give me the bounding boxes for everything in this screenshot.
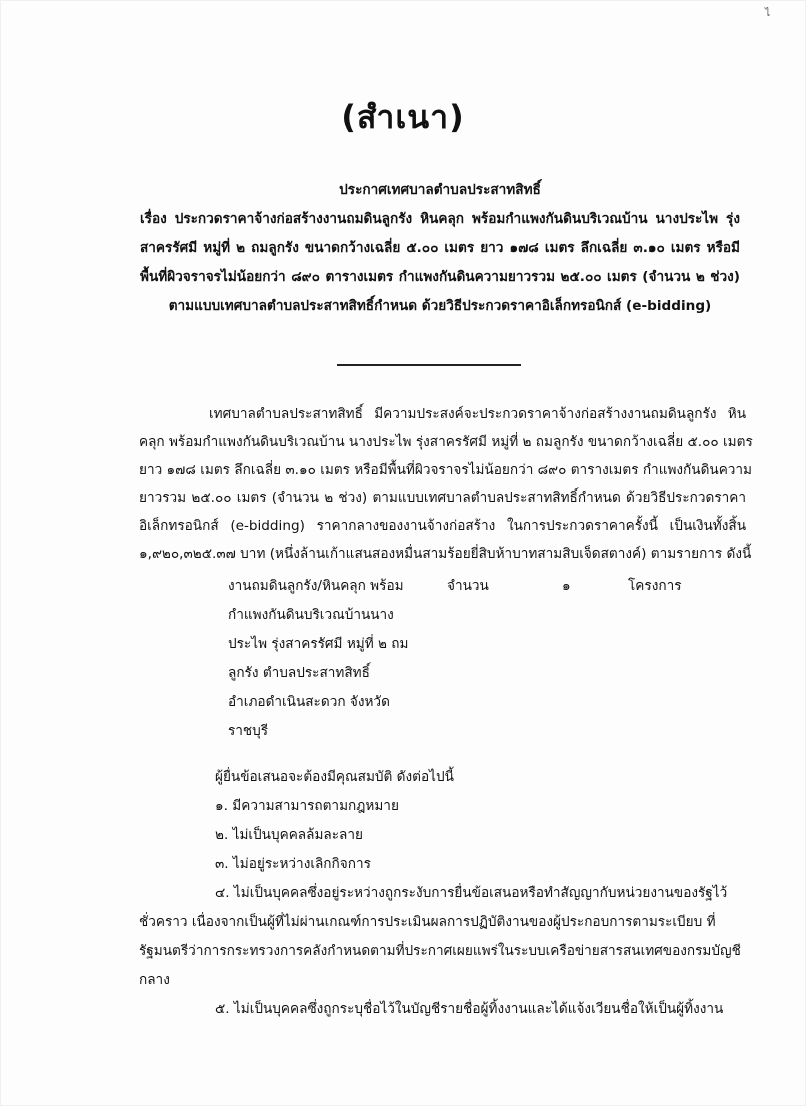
qualification-item-cont: ชั่วคราว เนื่องจากเป็นผู้ที่ไม่ผ่านเกณฑ์การประเมินผลการปฏิบัติงานของผู้ประกอบการตามระเบียบ ที่ <box>139 914 716 930</box>
body-line: ยาว ๑๗๘ เมตร ลึกเฉลี่ย ๓.๑๐ เมตร หรือมีพื้นที่ผิวจราจรไม่น้อยกว่า ๘๙๐ ตารางเมตร กำแพงกันดินความ <box>139 462 753 478</box>
subject-line: พื้นที่ผิวจราจรไม่น้อยกว่า ๘๙๐ ตารางเมตร กำแพงกันดินความยาวรวม ๒๕.๐๐ เมตร (จำนวน ๒ ช่วง) <box>140 269 740 285</box>
item-desc-line: กำแพงกันดินบริเวณบ้านนาง <box>228 607 394 623</box>
body-line: อิเล็กทรอนิกส์ (e-bidding) ราคากลางของงานจ้างก่อสร้าง ในการประกวดราคาครั้งนี้ เป็นเงินทั้งสิ้น <box>139 518 746 534</box>
announcement-header <box>140 176 740 321</box>
qualification-item-cont: รัฐมนตรีว่าการกระทรวงการคลังกำหนดตามที่ประกาศเผยแพร่ในระบบเครือข่ายสารสนเทศของกรมบัญชี <box>139 943 741 959</box>
body-line: ๑,๙๒๐,๓๒๕.๓๗ บาท (หนึ่งล้านเก้าแสนสองหมื่นสามร้อยยี่สิบห้าบาทสามสิบเจ็ดสตางค์) ตามรายการ ดังนี้ <box>139 546 752 562</box>
subject-line: ตามแบบเทศบาลตำบลประสาทสิทธิ์กำหนด ด้วยวิธีประกวดราคาอิเล็กทรอนิกส์ (e-bidding) <box>168 298 712 314</box>
announcement-org: ประกาศเทศบาลตำบลประสาทสิทธิ์ <box>339 182 541 198</box>
divider-rule <box>337 364 521 366</box>
subject-line: เรื่อง ประกวดราคาจ้างก่อสร้างงานถมดินลูกรัง หินคลุก พร้อมกำแพงกันดินบริเวณบ้าน นางประไพ รุ่ง <box>140 211 740 227</box>
body-line: คลุก พร้อมกำแพงกันดินบริเวณบ้าน นางประไพ รุ่งสาครรัศมี หมู่ที่ ๒ ถมลูกรัง ขนาดกว้างเฉลี่ย ๕.๐๐ เมตร <box>139 434 753 450</box>
qualification-item-cont: กลาง <box>139 972 170 988</box>
item-desc-line: ราชบุรี <box>228 723 269 739</box>
item-unit: โครงการ <box>628 578 682 594</box>
copy-stamp-title: (สำเนา) <box>341 98 465 136</box>
body-line: เทศบาลตำบลประสาทสิทธิ์ มีความประสงค์จะประกวดราคาจ้างก่อสร้างงานถมดินลูกรัง หิน <box>209 406 746 422</box>
qualification-item: ๒. ไม่เป็นบุคคลล้มละลาย <box>215 827 363 843</box>
qualification-item: ๔. ไม่เป็นบุคคลซึ่งอยู่ระหว่างถูกระงับการยื่นข้อเสนอหรือทำสัญญากับหน่วยงานของรัฐไว้ <box>215 885 728 901</box>
qualification-item: ๓. ไม่อยู่ระหว่างเลิกกิจการ <box>215 856 371 872</box>
item-desc-line: ประไพ รุ่งสาครรัศมี หมู่ที่ ๒ ถม <box>228 636 409 652</box>
item-desc-line: งานถมดินลูกรัง/หินคลุก พร้อม <box>228 578 404 594</box>
qualification-item: ๕. ไม่เป็นบุคคลซึ่งถูกระบุชื่อไว้ในบัญชีรายชื่อผู้ทิ้งงานและได้แจ้งเวียนชื่อให้เป็นผู้ทิ้งงาน <box>215 1001 724 1017</box>
subject-line: สาครรัศมี หมู่ที่ ๒ ถมลูกรัง ขนาดกว้างเฉลี่ย ๕.๐๐ เมตร ยาว ๑๗๘ เมตร ลึกเฉลี่ย ๓.๑๐ เมตร หรือมี <box>140 240 740 256</box>
qualifications-intro: ผู้ยื่นข้อเสนอจะต้องมีคุณสมบัติ ดังต่อไปนี้ <box>215 769 454 785</box>
item-desc-line: ลูกรัง ตำบลประสาทสิทธิ์ <box>228 665 370 681</box>
body-line: ยาวรวม ๒๕.๐๐ เมตร (จำนวน ๒ ช่วง) ตามแบบเทศบาลตำบลประสาทสิทธิ์กำหนด ด้วยวิธีประกวดราคา <box>139 490 746 506</box>
item-desc-line: อำเภอดำเนินสะดวก จังหวัด <box>228 694 390 710</box>
corner-mark: ไ <box>765 8 771 19</box>
item-qty-value: ๑ <box>562 578 571 594</box>
item-qty-label: จำนวน <box>447 578 489 594</box>
qualification-item: ๑. มีความสามารถตามกฎหมาย <box>215 798 399 814</box>
